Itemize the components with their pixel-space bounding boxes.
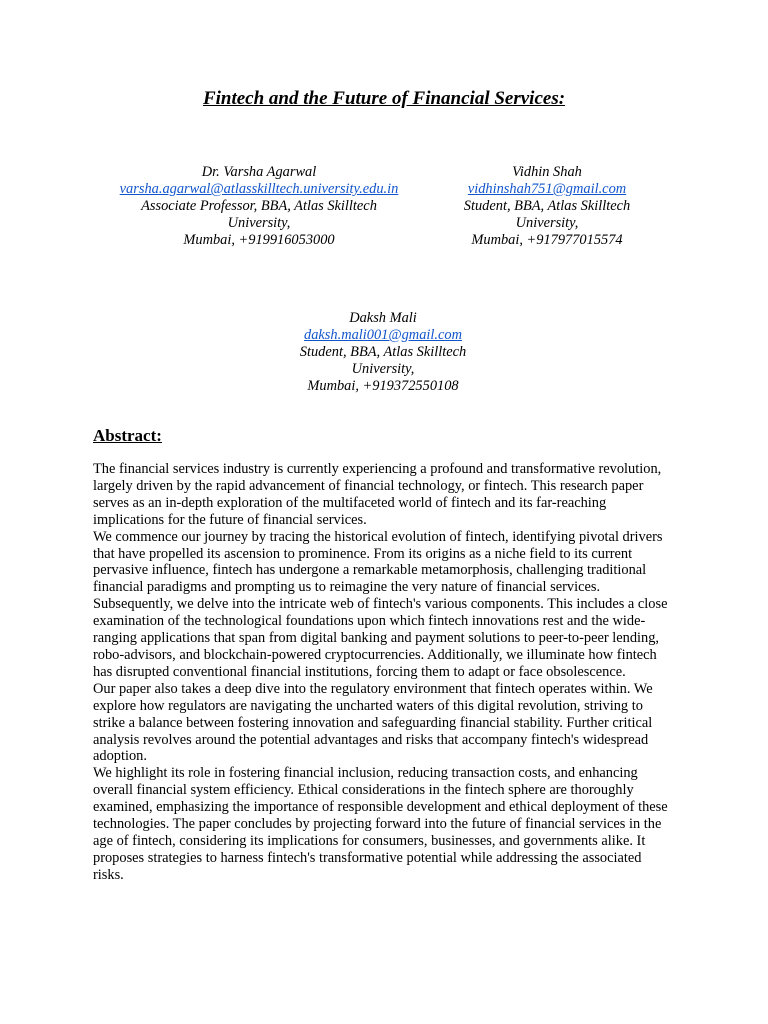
author-email-link[interactable]: vidhinshah751@gmail.com: [467, 181, 627, 197]
author-affiliation-cont: University,: [515, 215, 579, 231]
author-name: Vidhin Shah: [512, 164, 582, 180]
abstract-paragraph: The financial services industry is currently experiencing a profound and transformative revolution, largely driven by the rapid advancement of financial technology, or fintech. This research paper serves as an in-depth exploration of the multifaceted world of fintech and its far-reaching implications for the future of financial services.: [93, 461, 662, 528]
author-block-3: [248, 310, 518, 395]
author-email-link[interactable]: varsha.agarwal@atlasskilltech.university.edu.in: [119, 181, 399, 197]
author-block-2: [440, 164, 654, 249]
abstract-paragraph: Subsequently, we delve into the intricate web of fintech's various components. This includes a close examination of the technological foundations upon which fintech innovations rest and the wide-ranging applications that span from digital banking and payment solutions to peer-to-peer lending, robo-advisors, and blockchain-powered cryptocurrencies. Additionally, we illuminate how fintech has disrupted conventional financial institutions, forcing them to adapt or face obsolescence.: [93, 596, 668, 680]
author-email-link[interactable]: daksh.mali001@gmail.com: [304, 327, 462, 343]
author-affiliation-cont: University,: [227, 215, 291, 231]
author-affiliation-cont: University,: [351, 361, 415, 377]
author-location: Mumbai, +919916053000: [183, 232, 335, 248]
paper-title: Fintech and the Future of Financial Services:: [202, 88, 566, 109]
abstract-body: [93, 461, 675, 884]
author-location: Mumbai, +919372550108: [307, 378, 459, 394]
abstract-paragraph: We highlight its role in fostering financial inclusion, reducing transaction costs, and enhancing overall financial system efficiency. Ethical considerations in the fintech sphere are thoroughly examined, emphasizing the importance of responsible development and ethical deployment of these technologies. The paper concludes by projecting forward into the future of financial services in the age of fintech, considering its implications for consumers, businesses, and governments alike. It proposes strategies to harness fintech's transformative potential while addressing the associated risks.: [93, 765, 668, 883]
abstract-paragraph: We commence our journey by tracing the historical evolution of fintech, identifying pivotal drivers that have propelled its ascension to prominence. From its origins as a niche field to its current pervasive influence, fintech has undergone a remarkable metamorphosis, challenging traditional financial paradigms and prompting us to reimagine the very nature of financial services.: [93, 528, 663, 596]
author-affiliation: Associate Professor, BBA, Atlas Skilltech: [141, 198, 377, 214]
abstract-heading: Abstract:: [93, 426, 162, 445]
author-location: Mumbai, +917977015574: [471, 232, 623, 248]
abstract-paragraph: Our paper also takes a deep dive into the regulatory environment that fintech operates within. We explore how regulators are navigating the uncharted waters of this digital revolution, striving to strike a balance between fostering innovation and safeguarding financial stability. Further critical analysis revolves around the potential advantages and risks that accompany fintech's widespread adoption.: [93, 680, 653, 765]
author-affiliation: Student, BBA, Atlas Skilltech: [463, 198, 631, 214]
author-name: Daksh Mali: [349, 310, 417, 326]
author-name: Dr. Varsha Agarwal: [201, 164, 317, 180]
author-affiliation: Student, BBA, Atlas Skilltech: [299, 344, 467, 360]
author-block-1: [100, 164, 418, 249]
